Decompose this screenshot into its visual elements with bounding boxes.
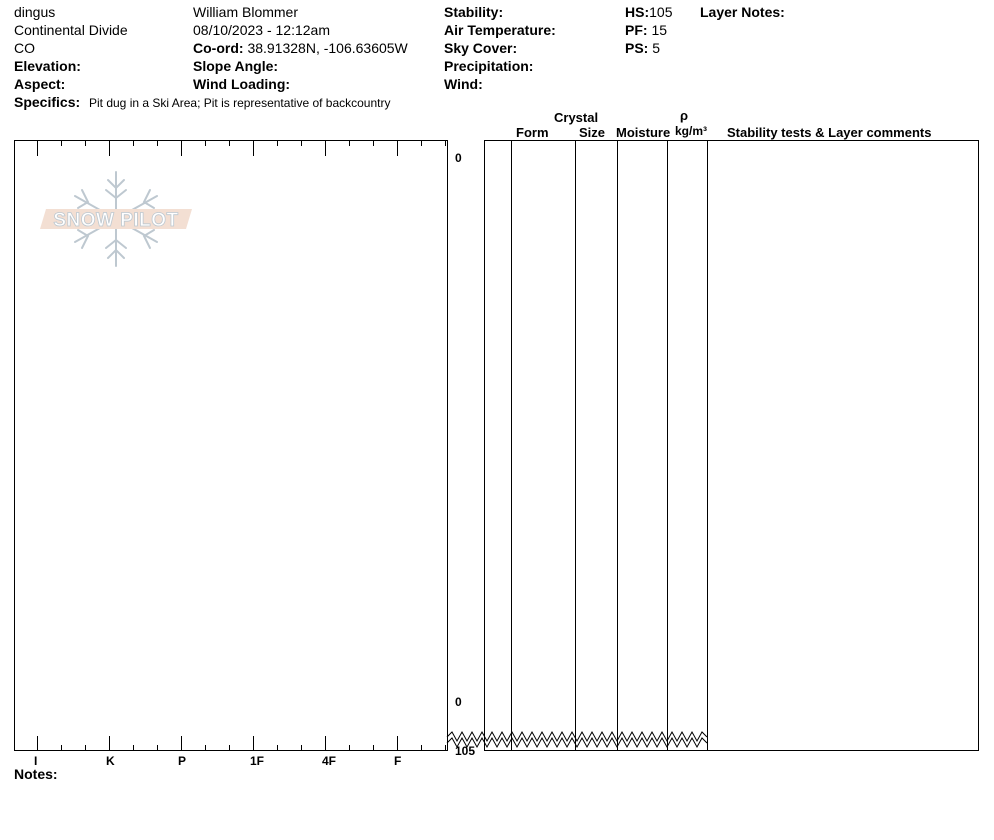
aspect-label: Aspect: [14,76,66,92]
wind-loading-label: Wind Loading: [193,76,291,92]
date-time: 08/10/2023 - 12:12am [193,22,330,38]
stability-label: Stability: [444,4,504,20]
moisture-header: Moisture [616,125,671,140]
coord-label: Co-ord: [193,40,244,56]
pf-label: PF: [625,22,648,38]
depth-bottom-label: 105 [455,744,476,758]
specifics-label: Specifics: [14,94,81,110]
wind-label: Wind: [444,76,483,92]
layer-notes-label: Layer Notes: [700,4,785,20]
sky-cover-label: Sky Cover: [444,40,518,56]
hardness-label-k: K [106,754,115,768]
hardness-label-f: F [394,754,402,768]
comments-header: Stability tests & Layer comments [727,125,932,140]
snowpilot-logo [40,172,192,266]
hardness-label-i: I [34,754,38,768]
hardness-label-4f: 4F [322,754,337,768]
crystal-header: Crystal [554,110,599,125]
precipitation-label: Precipitation: [444,58,534,74]
pf-value: 15 [651,22,668,38]
hs-value: 105 [649,4,673,20]
layer-table-frame [485,141,979,751]
hardness-label-1f: 1F [250,754,265,768]
notes-label: Notes: [14,766,58,782]
density-unit: kg/m³ [675,124,708,138]
hardness-ticks [38,140,446,751]
density-symbol: ρ [680,108,689,123]
snowpilot-logo-text: SNOW PILOT [53,210,179,231]
user-name: William Blommer [193,4,298,20]
hardness-label-p: P [178,754,187,768]
specifics-value: Pit dug in a Ski Area; Pit is representative of backcountry [89,96,391,110]
state: CO [14,40,35,56]
mountain-range: Continental Divide [14,22,128,38]
slope-angle-label: Slope Angle: [193,58,279,74]
size-header: Size [579,125,606,140]
depth-mid-label: 0 [455,695,462,709]
ps-value: 5 [652,40,661,56]
hs-label: HS: [625,4,650,20]
elevation-label: Elevation: [14,58,81,74]
observer-name: dingus [14,4,56,20]
ps-label: PS: [625,40,649,56]
depth-top-label: 0 [455,151,462,165]
air-temperature-label: Air Temperature: [444,22,556,38]
coord-value: 38.91328N, -106.63605W [247,40,408,56]
form-header: Form [516,125,549,140]
